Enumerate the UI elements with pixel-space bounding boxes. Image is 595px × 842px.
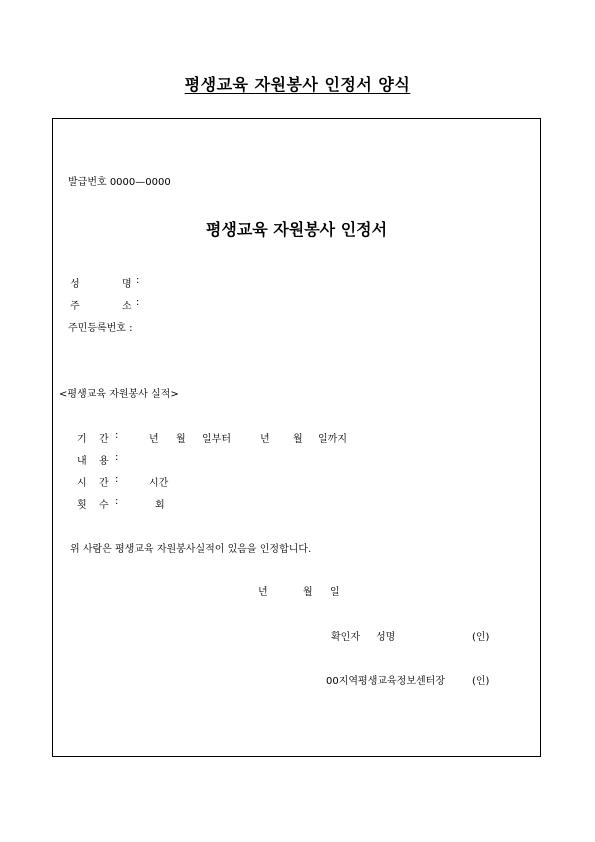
hours-label-char2: 간 bbox=[99, 478, 109, 489]
count-unit: 회 bbox=[155, 500, 165, 511]
period-from-text: 일부터 bbox=[202, 434, 231, 445]
document-title: 평생교육 자원봉사 인정서 bbox=[205, 220, 388, 239]
resident-id-label: 주민등록번호 : bbox=[68, 323, 133, 334]
period-month-to: 월 bbox=[293, 434, 303, 445]
record-heading: <평생교육 자원봉사 실적> bbox=[59, 389, 179, 400]
content-label-char1: 내 bbox=[77, 456, 87, 467]
date-year: 년 bbox=[258, 587, 268, 598]
name-label-char2: 명 bbox=[122, 279, 132, 290]
period-year-to: 년 bbox=[260, 434, 270, 445]
address-label-char2: 소 bbox=[122, 301, 132, 312]
center-head-label: 00지역평생교육정보센터장 bbox=[326, 676, 445, 687]
hours-colon: : bbox=[115, 474, 119, 485]
date-day: 일 bbox=[330, 587, 340, 598]
address-colon: : bbox=[136, 297, 140, 308]
count-label-char1: 횟 bbox=[77, 500, 87, 511]
period-year-from: 년 bbox=[149, 434, 159, 445]
content-label-char2: 용 bbox=[99, 456, 109, 467]
hours-label-char1: 시 bbox=[77, 478, 87, 489]
center-head-seal: (인) bbox=[472, 676, 490, 687]
count-label-char2: 수 bbox=[99, 500, 109, 511]
name-colon: : bbox=[136, 275, 140, 286]
name-label-char1: 성 bbox=[70, 279, 80, 290]
address-label-char1: 주 bbox=[70, 301, 80, 312]
hours-unit: 시간 bbox=[149, 478, 169, 489]
count-colon: : bbox=[115, 496, 119, 507]
page-title: 평생교육 자원봉사 인정서 양식 bbox=[184, 75, 411, 94]
date-month: 월 bbox=[303, 587, 313, 598]
period-label-char2: 간 bbox=[99, 434, 109, 445]
period-colon: : bbox=[115, 430, 119, 441]
period-month-from: 월 bbox=[176, 434, 186, 445]
period-label-char1: 기 bbox=[77, 434, 87, 445]
confirmer-label: 확인자 bbox=[331, 632, 360, 643]
period-to-text: 일까지 bbox=[318, 434, 347, 445]
certification-text: 위 사람은 평생교육 자원봉사실적이 있음을 인정합니다. bbox=[70, 544, 312, 555]
confirmer-seal: (인) bbox=[472, 632, 490, 643]
issue-number: 발급번호 0000—0000 bbox=[68, 177, 171, 188]
content-colon: : bbox=[115, 452, 119, 463]
confirmer-name-label: 성명 bbox=[376, 632, 396, 643]
